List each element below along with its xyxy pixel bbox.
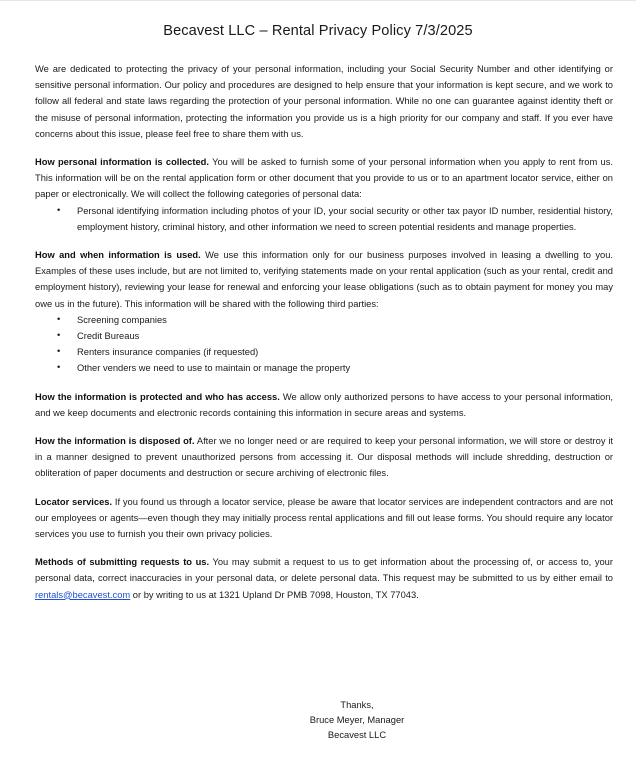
bullet-icon: • (57, 330, 61, 342)
section-locator (35, 494, 613, 543)
section-collected-heading: How personal information is collected. (35, 157, 209, 168)
section-used-text: We use this information only for our business purposes involved in leasing a dwelling to you. Examples of these uses include, but are not limited to, verifying statements made on your rental application (such as your rental, credit and employment history), reviewing your lease for renewal and enforcing your lease obligations (such as to obtain payment for money you may owe us in the future). This information will be shared with the following third parties: (35, 250, 614, 309)
section-protected-text: We allow only authorized persons to have access to your personal information, and we keep documents and electronic records containing this information in secure areas and systems. (35, 391, 613, 418)
intro-paragraph: We are dedicated to protecting the privacy of your personal information, including your Social Security Number and other identifying or sensitive personal information. Our policy and procedures are designed to help ensure that your information is kept secure, and we work to follow all federal and state laws regarding the protection of your personal information. While no one can guarantee against identity theft or the misuse of personal information, protecting the information you provide us is a high priority for our company and staff. If you ever have concerns about this issue, please feel free to share them with us. (35, 64, 613, 139)
signature-company: Becavest LLC (327, 730, 387, 740)
list-item (35, 328, 613, 344)
section-disposed (35, 433, 613, 482)
section-requests-text-before: You may submit a request to us to get information about the processing of, or access to, your personal data, correct inaccuracies in your personal data, or delete personal data. This request may be submitted to us by either email to (35, 557, 613, 584)
list-item (35, 312, 613, 328)
list-item (35, 360, 613, 376)
section-disposed-text: After we no longer need or are required to keep your personal information, we will store or destroy it in a manner designed to prevent unauthorized persons from accessing it. Our disposal methods will include shredding, destruction or obliteration of paper documents and destruction or secure archiving of electronic files. (35, 436, 613, 479)
list-item-text: Screening companies (77, 314, 167, 325)
section-collected-text: You will be asked to furnish some of your personal information when you apply to rent from us. This information will be on the rental application form or other document that you provide to us or to an apartment locator service, either on paper or electronically. We will collect the following categories of personal data: (35, 157, 613, 200)
collected-bullet-list (35, 203, 613, 235)
email-link[interactable]: rentals@becavest.com (35, 589, 131, 600)
section-requests (35, 554, 613, 603)
bullet-icon: • (57, 346, 61, 358)
section-disposed-heading: How the information is disposed of. (35, 436, 195, 447)
list-item-text: Credit Bureaus (77, 331, 140, 342)
signature-closing: Thanks, (340, 700, 374, 710)
document-title: Becavest LLC – Rental Privacy Policy 7/3/2025 (163, 23, 473, 39)
list-item-text: Renters insurance companies (if requested) (77, 347, 259, 358)
signature-name: Bruce Meyer, Manager (309, 715, 405, 725)
list-item (35, 344, 613, 360)
signature-block (0, 698, 636, 743)
bullet-icon: • (57, 362, 61, 374)
section-used (35, 247, 613, 312)
bullet-icon: • (57, 204, 61, 216)
section-locator-heading: Locator services. (35, 496, 113, 507)
section-protected-heading: How the information is protected and who has access. (35, 391, 280, 402)
third-parties-bullet-list (35, 312, 613, 377)
section-locator-text: If you found us through a locator service, please be aware that locator services are independent contractors and are not our employees or agents—even though they may initially process rental applications and fill out lease forms. You should require any locator services you use to furnish you their own privacy policies. (35, 496, 613, 540)
list-item (35, 203, 613, 235)
section-requests-heading: Methods of submitting requests to us. (35, 557, 210, 568)
bullet-icon: • (57, 313, 61, 325)
section-protected (35, 389, 613, 421)
section-used-heading: How and when information is used. (35, 250, 201, 261)
section-requests-text-after: or by writing to us at 1321 Upland Dr PMB 7098, Houston, TX 77043. (130, 589, 419, 600)
list-item-text: Personal identifying information including photos of your ID, your social security or other tax payor ID number, residential history, employment history, criminal history, and other information we need to screen potential residents and manage properties. (77, 205, 613, 232)
list-item-text: Other venders we need to use to maintain or manage the property (77, 363, 351, 374)
document-body (35, 61, 613, 615)
section-collected (35, 154, 613, 203)
